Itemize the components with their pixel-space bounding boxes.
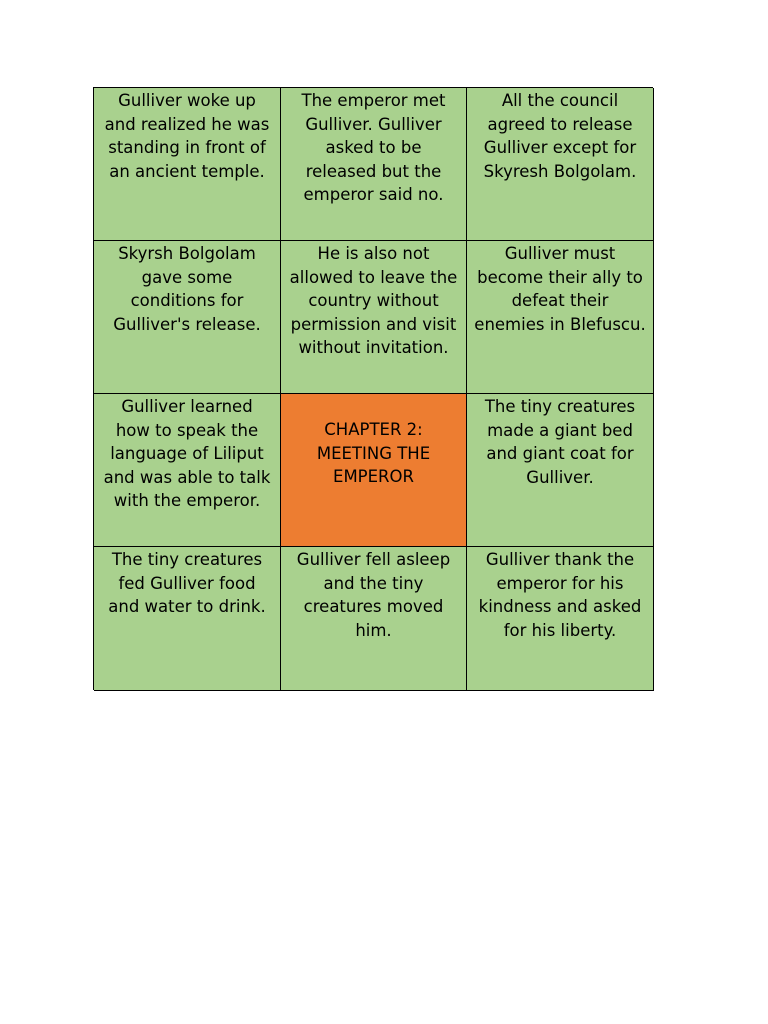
story-grid [93,87,653,690]
chapter-title: CHAPTER 2: MEETING THE EMPEROR [316,420,431,487]
grid-cell-3 [467,88,654,241]
chapter-title-cell [281,394,467,547]
cell-text: Gulliver must become their ally to defeat their enemies in Blefuscu. [474,244,646,334]
cell-text: The emperor met Gulliver. Gulliver asked to be released but the emperor said no. [301,91,446,205]
grid-cell-7 [94,394,281,547]
cell-text: All the council agreed to release Gulliver except for Skyresh Bolgolam. [483,91,637,181]
grid-cell-12 [467,547,654,691]
cell-text: Gulliver learned how to speak the language of Liliput and was able to talk with the emperor. [103,397,271,511]
cell-text: Gulliver thank the emperor for his kindness and asked for his liberty. [478,550,642,640]
cell-text: The tiny creatures fed Gulliver food and water to drink. [108,550,266,617]
grid-cell-4 [94,241,281,394]
cell-text: Gulliver fell asleep and the tiny creatures moved him. [296,550,451,640]
cell-text: Gulliver woke up and realized he was standing in front of an ancient temple. [104,91,270,181]
grid-cell-11 [281,547,467,691]
cell-text: The tiny creatures made a giant bed and giant coat for Gulliver. [484,397,636,487]
cell-text: Skyrsh Bolgolam gave some conditions for Gulliver's release. [113,244,261,334]
cell-text: He is also not allowed to leave the country without permission and visit without invitation. [289,244,458,358]
grid-cell-6 [467,241,654,394]
grid-cell-10 [94,547,281,691]
grid-cell-9 [467,394,654,547]
grid-cell-2 [281,88,467,241]
grid-cell-1 [94,88,281,241]
grid-cell-5 [281,241,467,394]
